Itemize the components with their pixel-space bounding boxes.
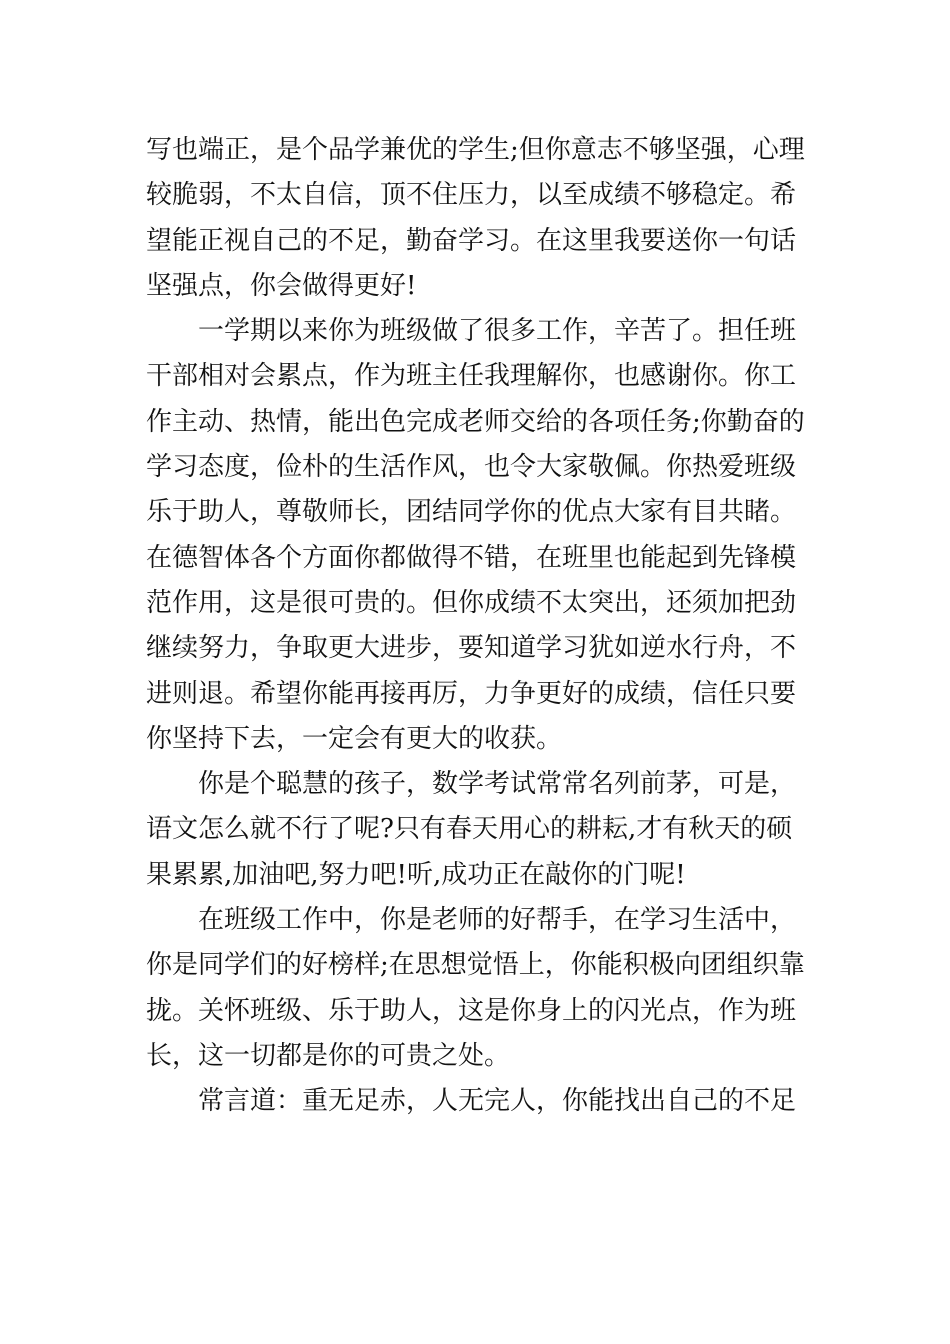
text-line: 长，这一切都是你的可贵之处。 <box>146 1040 511 1071</box>
text-line: 你是同学们的好榜样;在思想觉悟上，你能积极向团组织靠 <box>146 950 805 981</box>
text-line: 坚强点，你会做得更好! <box>146 270 417 301</box>
text-line: 望能正视自己的不足，勤奋学习。在这里我要送你一句话 <box>146 225 797 256</box>
text-line: 继续努力，争取更大进步，要知道学习犹如逆水行舟，不 <box>146 633 797 664</box>
text-line: 进则退。希望你能再接再厉，力争更好的成绩，信任只要 <box>146 678 797 709</box>
text-line: 范作用，这是很可贵的。但你成绩不太突出，还须加把劲 <box>146 587 797 618</box>
text-line: 在德智体各个方面你都做得不错，在班里也能起到先锋模 <box>146 542 797 573</box>
text-line: 果累累,加油吧,努力吧!听,成功正在敲你的门呢! <box>146 859 686 890</box>
text-line: 写也端正，是个品学兼优的学生;但你意志不够坚强，心理 <box>146 135 805 165</box>
paragraph-first-line: 你是个聪慧的孩子，数学考试常常名列前茅，可是， <box>198 769 797 800</box>
text-line: 乐于助人，尊敬师长，团结同学你的优点大家有目共睹。 <box>146 497 797 528</box>
text-line: 作主动、热情，能出色完成老师交给的各项任务;你勤奋的 <box>146 406 805 437</box>
text-line: 较脆弱，不太自信，顶不住压力，以至成绩不够稳定。希 <box>146 180 797 211</box>
text-line: 学习态度，俭朴的生活作风，也令大家敬佩。你热爱班级 <box>146 452 797 483</box>
text-line: 语文怎么就不行了呢?只有春天用心的耕耘,才有秋天的硕 <box>146 814 793 845</box>
paragraph-first-line: 常言道：重无足赤，人无完人，你能找出自己的不足 <box>198 1086 797 1117</box>
document-body-text <box>146 128 811 1125</box>
text-line: 拢。关怀班级、乐于助人，这是你身上的闪光点，作为班 <box>146 995 797 1026</box>
text-line: 干部相对会累点，作为班主任我理解你，也感谢你。你工 <box>146 361 797 392</box>
paragraph-first-line: 在班级工作中，你是老师的好帮手，在学习生活中， <box>198 905 797 936</box>
paragraph-first-line: 一学期以来你为班级做了很多工作，辛苦了。担任班 <box>198 316 797 347</box>
text-line: 你坚持下去，一定会有更大的收获。 <box>146 723 563 754</box>
